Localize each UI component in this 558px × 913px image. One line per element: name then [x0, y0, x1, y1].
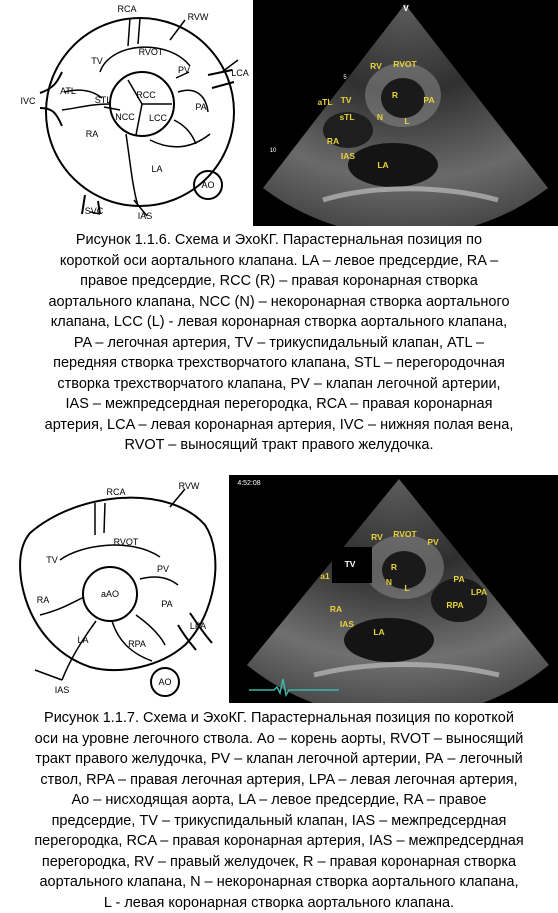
label-rvw: RVW [179, 481, 200, 491]
echo2-label-r: R [391, 562, 397, 572]
heart-outline [20, 498, 215, 670]
label-rcc: RCC [136, 90, 156, 100]
caption2-line: оси на уровне легочного ствола. Ао – корень аорты, RVOT – выносящий [0, 729, 558, 750]
label-ivc: IVC [20, 96, 36, 106]
caption1-line: PA – легочная артерия, TV – трикуспидальный клапан, ATL – [0, 333, 558, 354]
caption1-line: IAS – межпредсердная перегородка, RCA – правая коронарная [0, 394, 558, 415]
label-ncc: NCC [115, 112, 135, 122]
caption1-line: короткой оси аортального клапана. LA – левое предсердие, RA – [0, 251, 558, 272]
figure2-caption [0, 708, 558, 913]
label-ias: IAS [55, 685, 70, 695]
echo2-label-la: LA [373, 627, 384, 637]
label-stl: STL [95, 95, 112, 105]
caption2-line: предсердие, TV – трикуспидальный клапан, IAS – межпредсердная [0, 811, 558, 832]
echo2-label-pa: PA [453, 574, 464, 584]
caption1-line: створка трехстворчатого клапана, PV – клапан легочной артерии, [0, 374, 558, 395]
label-rvw: RVW [188, 12, 209, 22]
echo1-label-rvot: RVOT [393, 59, 417, 69]
caption1-line: передняя створка трехстворчатого клапана, STL – перегородочная [0, 353, 558, 374]
echo2-label-ra: RA [330, 604, 342, 614]
caption1-line: Рисунок 1.1.6. Схема и ЭхоКГ. Парастернальная позиция по [0, 230, 558, 251]
figure1-diagram [0, 0, 255, 230]
caption2-line: ствол, RPA – правая легочная артерия, LPA – левая легочная артерия, [0, 770, 558, 791]
label-tv: TV [91, 56, 103, 66]
label-rvot: RVOT [139, 47, 164, 57]
figure2-echo-image [229, 475, 558, 703]
echo1-label-ias: IAS [341, 151, 356, 161]
echo1-depth-5: 5 [343, 75, 347, 81]
echo1-depth-10: 10 [270, 148, 277, 154]
echo1-label-n: N [377, 112, 383, 122]
label-pv: PV [178, 65, 190, 75]
label-ao: AO [201, 180, 214, 190]
echo2-label-rv: RV [371, 532, 383, 542]
label-atl: ATL [60, 86, 76, 96]
label-ra: RA [86, 129, 99, 139]
echo2-label-n: N [386, 577, 392, 587]
caption2-line: перегородка, RCA – правая коронарная артерия, IAS – межпредсердная [0, 831, 558, 852]
echo1-label-rv: RV [370, 61, 382, 71]
caption2-line: перегородка, RV – правый желудочек, R – правая коронарная створка [0, 852, 558, 873]
figure1-echo-image [253, 0, 558, 226]
label-la: LA [151, 164, 162, 174]
echo1-label-la: LA [377, 160, 388, 170]
label-la: LA [77, 635, 88, 645]
echo2-label-time: 4:52:08 [237, 480, 260, 487]
label-rca: RCA [106, 487, 125, 497]
caption2-line: Рисунок 1.1.7. Схема и ЭхоКГ. Парастернальная позиция по короткой [0, 708, 558, 729]
label-rca: RCA [117, 4, 136, 14]
label-pa: PA [161, 599, 172, 609]
label-rpa: RPA [128, 639, 146, 649]
echo2-label-lpa: LPA [471, 587, 487, 597]
figure2-diagram [0, 475, 230, 705]
label-rvot: RVOT [114, 537, 139, 547]
echo2-label-rpa: RPA [446, 600, 463, 610]
echo2-label-rvot: RVOT [393, 529, 417, 539]
echo2-label-tv: TV [345, 559, 356, 569]
label-pv: PV [157, 564, 169, 574]
echo2-label-a1: a1 [320, 571, 330, 581]
label-lcc: LCC [149, 113, 168, 123]
label-aao: aAO [101, 589, 119, 599]
echo1-label-pa: PA [423, 95, 434, 105]
caption1-line: артерия, LCA – левая коронарная артерия, IVC – нижняя полая вена, [0, 415, 558, 436]
caption1-line: правое предсердие, RCC (R) – правая коронарная створка [0, 271, 558, 292]
echo1-label-l: L [404, 116, 409, 126]
label-ias: IAS [138, 211, 153, 221]
echo2-label-pv: PV [427, 537, 439, 547]
echo1-label-stl: sTL [339, 112, 354, 122]
label-svc: SVC [85, 206, 104, 216]
echo1-label-ra: RA [327, 136, 339, 146]
echo1-label-v: V [403, 3, 409, 13]
label-lca: LCA [231, 68, 249, 78]
caption1-line: RVOT – выносящий тракт правого желудочка. [0, 435, 558, 456]
echo2-label-ias: IAS [340, 619, 355, 629]
caption2-line: аортального клапана, N – некоронарная створка аортального клапана, [0, 872, 558, 893]
label-tv: TV [46, 555, 58, 565]
caption1-line: аортального клапана, NCC (N) – некоронарная створка аортального [0, 292, 558, 313]
caption2-line: Ао – нисходящая аорта, LA – левое предсердие, RA – правое [0, 790, 558, 811]
echo1-label-r: R [392, 90, 398, 100]
echo2-label-l: L [404, 583, 409, 593]
label-ao: AO [158, 677, 171, 687]
caption1-line: клапана, LCC (L) - левая коронарная створка аортального клапана, [0, 312, 558, 333]
echo1-label-tv: TV [341, 95, 352, 105]
label-ra: RA [37, 595, 50, 605]
figure1-caption [0, 230, 558, 456]
caption2-line: тракт правого желудочка, PV – клапан легочной артерии, РА – легочный [0, 749, 558, 770]
caption2-line: L - левая коронарная створка аортального клапана. [0, 893, 558, 913]
label-pa: PA [195, 102, 206, 112]
label-lpa: LPA [190, 621, 206, 631]
echo1-label-atl: aTL [317, 97, 332, 107]
